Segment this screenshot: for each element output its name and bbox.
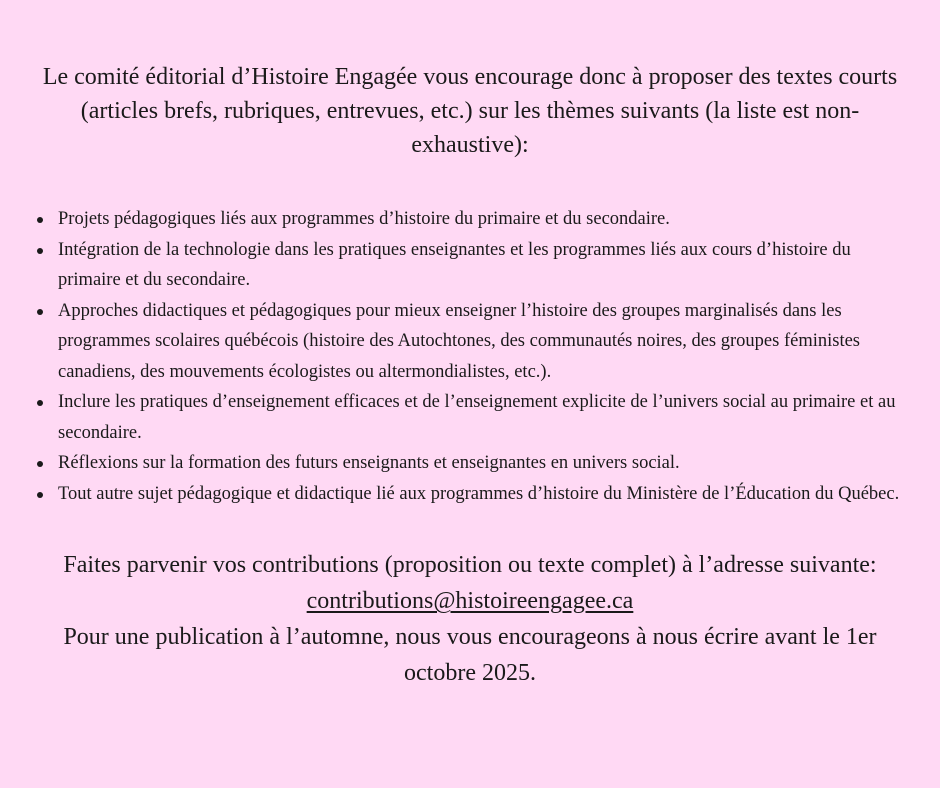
contribution-text: Faites parvenir vos contributions (proposition ou texte complet) à l’adresse suivante: bbox=[63, 552, 877, 578]
intro-paragraph: Le comité éditorial d’Histoire Engagée vous encourage donc à proposer des textes courts (articles brefs, rubriques, entrevues, etc.) sur les thèmes suivants (la liste est non-exhaustive): bbox=[42, 64, 898, 158]
topics-list bbox=[26, 204, 914, 509]
list-item: Inclure les pratiques d’enseignement efficaces et de l’enseignement explicite de l’univers social au primaire et au secondaire. bbox=[58, 387, 914, 448]
outro-section bbox=[26, 547, 914, 691]
list-item: Projets pédagogiques liés aux programmes d’histoire du primaire et du secondaire. bbox=[58, 204, 914, 235]
list-item: Réflexions sur la formation des futurs enseignants et enseignantes en univers social. bbox=[58, 448, 914, 479]
list-item: Intégration de la technologie dans les pratiques enseignantes et les programmes liés aux cours d’histoire du primaire et du secondaire. bbox=[58, 235, 914, 296]
deadline-text: Pour une publication à l’automne, nous vous encourageons à nous écrire avant le 1er octobre 2025. bbox=[63, 624, 877, 686]
list-item: Approches didactiques et pédagogiques pour mieux enseigner l’histoire des groupes marginalisés dans les programmes scolaires québécois (histoire des Autochtones, des communautés noires, des groupes féministes canadiens, des mouvements écologistes ou altermondialistes, etc.). bbox=[58, 296, 914, 388]
email-link[interactable]: contributions@histoireengagee.ca bbox=[306, 588, 634, 614]
contribution-instructions bbox=[26, 547, 914, 619]
list-item: Tout autre sujet pédagogique et didactique lié aux programmes d’histoire du Ministère de l’Éducation du Québec. bbox=[58, 479, 914, 510]
